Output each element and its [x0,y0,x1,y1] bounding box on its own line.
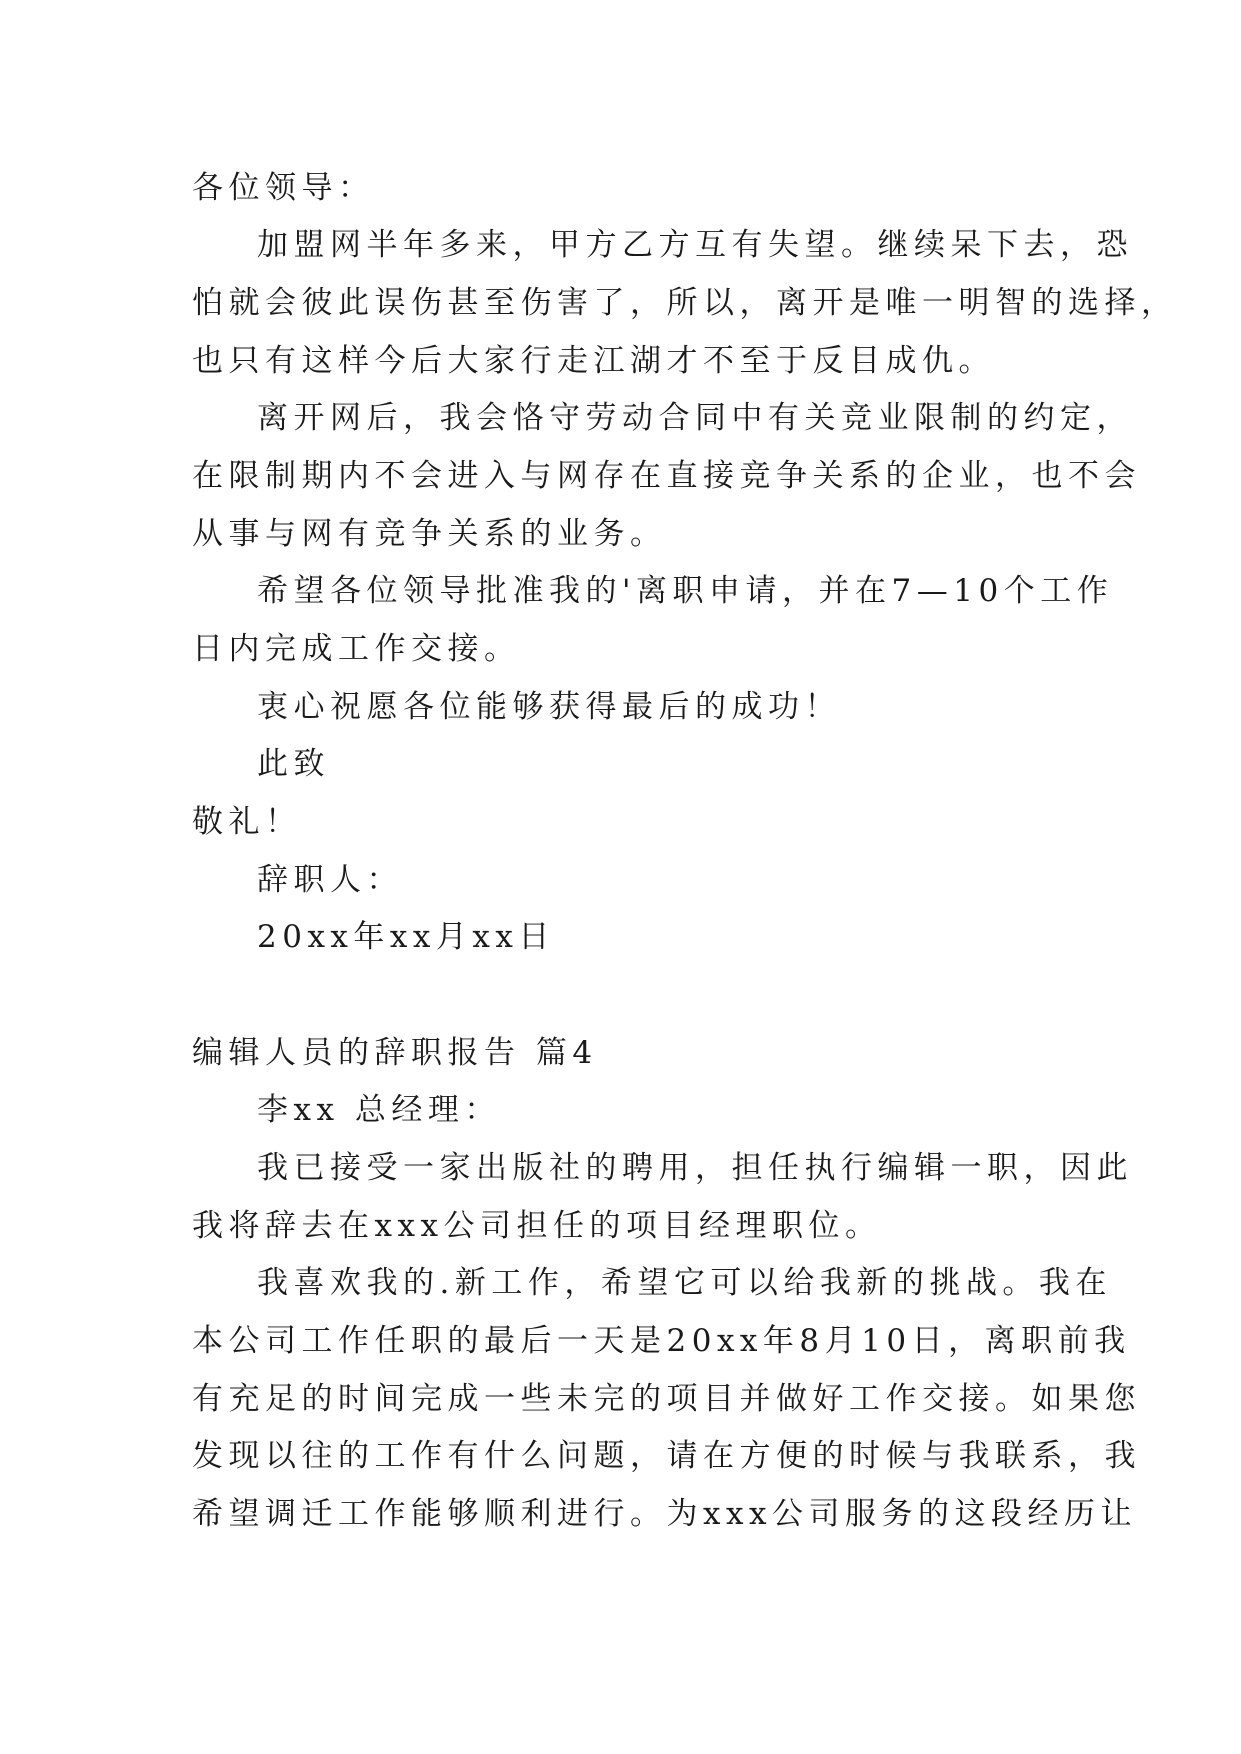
letter1-date: 20xx年xx月xx日 [257,919,555,955]
letter1-p1-line1: 加盟网半年多来，甲方乙方互有失望。继续呆下去，恐 [257,227,1133,263]
letter1-signer: 辞职人： [257,862,403,898]
letter2-p2-line2: 本公司工作任职的最后一天是20xx年8月10日，离职前我 [192,1323,1131,1359]
section-title: 编辑人员的辞职报告 篇4 [192,1035,598,1071]
letter2-p2-line5: 希望调迁工作能够顺利进行。为xxx公司服务的这段经历让 [192,1496,1137,1532]
letter2-salutation: 李xx 总经理： [257,1092,501,1128]
letter1-p1-line2: 怕就会彼此误伤甚至伤害了，所以，离开是唯一明智的选择， [192,285,1178,321]
letter1-p2-line1: 离开网后，我会恪守劳动合同中有关竞业限制的约定， [257,400,1133,436]
letter1-closing: 此致 [257,746,330,782]
letter2-p2-line4: 发现以往的工作有什么问题，请在方便的时候与我联系，我 [192,1438,1141,1474]
letter1-salutation: 各位领导： [192,170,375,206]
letter1-p3-line2: 日内完成工作交接。 [192,631,521,667]
letter1-p2-line3: 从事与网有竞争关系的业务。 [192,516,667,552]
letter1-p3-line1: 希望各位领导批准我的'离职申请，并在7—10个工作 [257,573,1114,609]
letter2-p1-line2: 我将辞去在xxx公司担任的项目经理职位。 [192,1208,882,1244]
letter1-p1-line3: 也只有这样今后大家行走江湖才不至于反目成仇。 [192,343,995,379]
letter2-p2-line1: 我喜欢我的.新工作，希望它可以给我新的挑战。我在 [257,1265,1112,1301]
letter1-regards: 敬礼！ [192,804,302,840]
letter2-p1-line1: 我已接受一家出版社的聘用，担任执行编辑一职，因此 [257,1150,1133,1186]
letter1-wishes: 衷心祝愿各位能够获得最后的成功！ [257,689,841,725]
letter1-p2-line2: 在限制期内不会进入与网存在直接竞争关系的企业，也不会 [192,458,1141,494]
letter2-p2-line3: 有充足的时间完成一些未完的项目并做好工作交接。如果您 [192,1381,1141,1417]
